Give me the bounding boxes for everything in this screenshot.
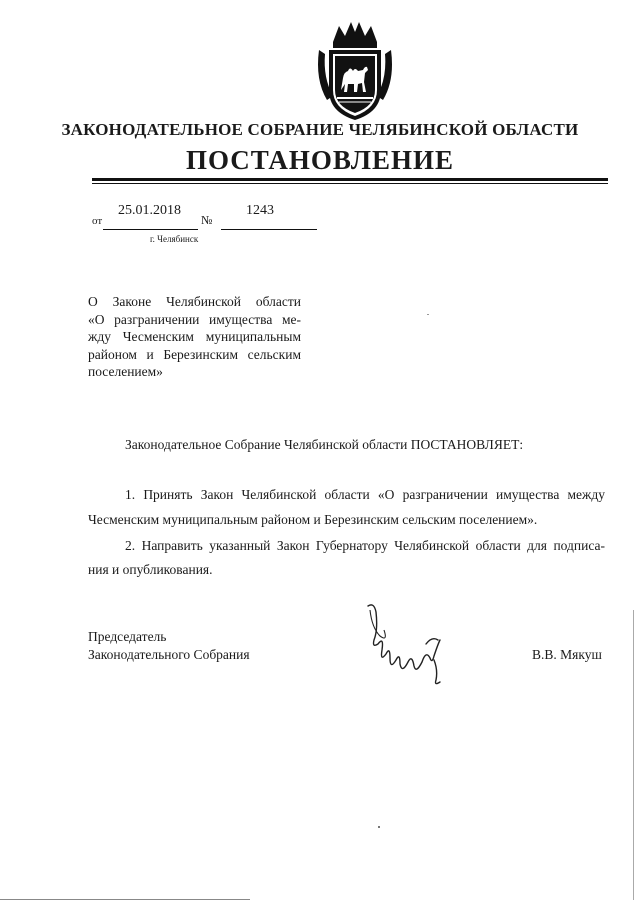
signer-name: В.В. Мякуш: [532, 647, 602, 662]
resolution-item-2: 2. Направить указанный Закон Губернатору Челябинской области для подписа-: [125, 538, 605, 553]
resolution-item-1: 1. Принять Закон Челябинской области «О разграничении имущества между: [125, 487, 605, 502]
subject-line: О Законе Челябинской области: [88, 294, 301, 309]
organization-name: ЗАКОНОДАТЕЛЬНОЕ СОБРАНИЕ ЧЕЛЯБИНСКОЙ ОБЛАСТИ: [61, 120, 579, 139]
document-subject: [88, 293, 301, 381]
signatory-title-line-2: Законодательного Собрания: [88, 647, 250, 662]
subject-line: поселением»: [88, 364, 163, 379]
signatory-title-line-1: Председатель: [88, 629, 167, 644]
date-underline: [103, 229, 198, 230]
scan-speck: [427, 314, 429, 315]
resolution-item-1-continued: Чесменским муниципальным районом и Березинским сельским поселением».: [88, 512, 538, 527]
document-type-title: ПОСТАНОВЛЕНИЕ: [185, 145, 455, 175]
city-label: г. Челябинск: [150, 234, 199, 244]
scan-speck: [378, 826, 380, 828]
date-from-label: от: [92, 215, 103, 227]
number-label: №: [201, 213, 213, 227]
document-number: 1243: [246, 203, 274, 218]
coat-of-arms-emblem: [313, 20, 397, 124]
resolution-item-2-continued: ния и опубликования.: [88, 562, 213, 577]
header-rule-thick: [92, 178, 608, 181]
subject-line: жду Чесменским муниципальным: [88, 329, 301, 344]
scan-bottom-line: [0, 899, 250, 900]
number-underline: [221, 229, 317, 230]
subject-line: районом и Березинским сельским: [88, 346, 301, 362]
document-date: 25.01.2018: [118, 203, 181, 218]
subject-line: «О разграничении имущества ме-: [88, 311, 301, 327]
resolution-intro: Законодательное Собрание Челябинской области ПОСТАНОВЛЯЕТ:: [125, 437, 524, 452]
handwritten-signature-icon: [360, 600, 460, 690]
header-rule-thin: [92, 183, 608, 184]
scan-edge-line: [633, 610, 634, 900]
